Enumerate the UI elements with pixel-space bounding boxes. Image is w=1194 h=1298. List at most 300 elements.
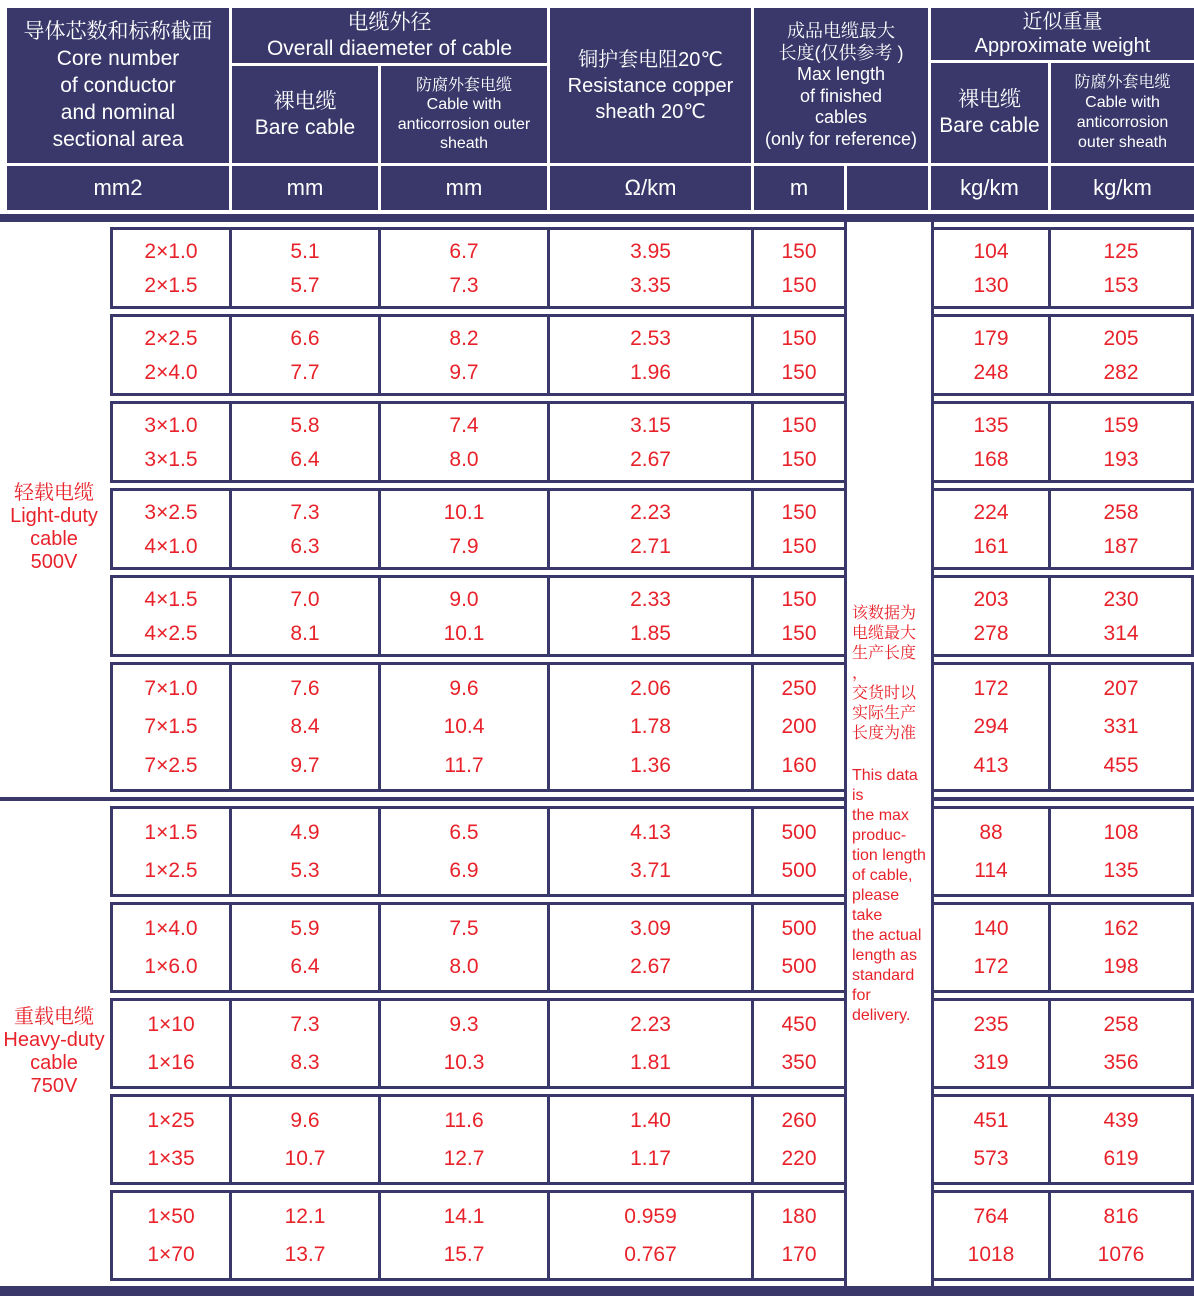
spec-cell — [113, 317, 229, 393]
data-value: 13.7 — [284, 1243, 326, 1267]
data-value: 6.7 — [449, 239, 479, 263]
data-value: 161 — [973, 534, 1009, 558]
data-value: 1.85 — [630, 621, 671, 645]
anticorrosion-subheader-cell — [381, 66, 547, 163]
data-value: 413 — [973, 754, 1009, 778]
left-cell-grid — [110, 488, 847, 570]
anticorrosion-od-cell — [381, 1193, 547, 1278]
weight-anticorrosion-cell — [1051, 905, 1191, 990]
data-value: 135 — [973, 413, 1009, 437]
data-value: 7×1.0 — [144, 676, 198, 700]
text-line: Resistance copper — [567, 74, 734, 97]
weight-cell-grid — [931, 314, 1194, 396]
data-value: 6.9 — [449, 859, 479, 883]
data-value: 15.7 — [443, 1243, 485, 1267]
max-length-cell — [754, 230, 844, 306]
data-value: 3×2.5 — [144, 500, 198, 524]
overall-diameter-subheader-row — [232, 66, 547, 163]
data-value: 8.0 — [449, 955, 479, 979]
data-value: 2.71 — [630, 534, 671, 558]
max-length-cell — [754, 317, 844, 393]
weight-anticorrosion-cell — [1051, 665, 1191, 789]
left-cell-grid — [110, 314, 847, 396]
unit-max-length: m — [754, 166, 844, 210]
max-length-cell — [754, 905, 844, 990]
data-value: 140 — [973, 916, 1009, 940]
bare-od-cell — [232, 905, 378, 990]
text-line: anticorrosion outer — [397, 115, 531, 133]
text-line: Heavy-duty — [3, 1029, 105, 1051]
spec-box-row — [110, 314, 1194, 396]
weight-anticorrosion-cell — [1051, 230, 1191, 306]
group-label-light-duty — [0, 482, 108, 574]
anticorrosion-en — [398, 95, 531, 154]
bare-od-cell — [232, 491, 378, 567]
data-value: 1×4.0 — [144, 916, 198, 940]
data-value: 3.09 — [630, 916, 671, 940]
data-value: 224 — [973, 500, 1009, 524]
bare-od-cell — [232, 404, 378, 480]
data-value: 1076 — [1097, 1243, 1145, 1267]
weight-cell-grid — [931, 662, 1194, 792]
anticorrosion-od-cell — [381, 491, 547, 567]
data-value: 108 — [1103, 820, 1139, 844]
resistance-cell — [550, 1001, 751, 1086]
anticorrosion-od-cell — [381, 905, 547, 990]
anticorrosion-od-cell — [381, 230, 547, 306]
data-value: 170 — [781, 1243, 817, 1267]
spec-box-row — [110, 662, 1194, 792]
data-value: 10.4 — [443, 715, 485, 739]
unit-spec: mm2 — [7, 166, 229, 210]
data-value: 439 — [1103, 1108, 1139, 1132]
anticorrosion-od-cell — [381, 404, 547, 480]
overall-diameter-header-group — [232, 8, 547, 163]
group-label-light-duty-cn: 轻载电缆 — [14, 482, 94, 504]
resistance-cell — [550, 809, 751, 894]
note-column — [844, 222, 934, 1286]
unit-weight-anticorrosion: kg/km — [1051, 166, 1194, 210]
bare-od-cell — [232, 230, 378, 306]
text-line: standard — [852, 967, 915, 984]
data-value: 7.3 — [449, 273, 479, 297]
text-line: (only for reference) — [764, 128, 918, 149]
data-value: 235 — [973, 1012, 1009, 1036]
data-value: 114 — [974, 859, 1008, 883]
data-value: 500 — [781, 955, 817, 979]
data-value: 220 — [781, 1147, 817, 1171]
text-line: sectional area — [52, 128, 184, 151]
text-line: the max — [852, 807, 909, 824]
spec-cell — [113, 230, 229, 306]
data-value: 1×6.0 — [144, 955, 198, 979]
data-value: 2.53 — [630, 326, 671, 350]
anticorrosion-od-cell — [381, 809, 547, 894]
text-line: Light-duty — [10, 505, 98, 527]
weight-anticorrosion-cell — [1051, 491, 1191, 567]
data-value: 1×70 — [147, 1243, 195, 1267]
data-value: 172 — [973, 955, 1009, 979]
data-value: 7.7 — [290, 360, 320, 384]
data-value: 8.4 — [290, 715, 320, 739]
text-line: 电缆最大 — [852, 625, 917, 642]
text-line: delivery. — [852, 1007, 911, 1024]
data-value: 2×1.0 — [144, 239, 198, 263]
data-value: 1×2.5 — [144, 859, 198, 883]
weight-anticorrosion-cell — [1051, 809, 1191, 894]
weight-bare-cell — [934, 491, 1048, 567]
data-value: 8.1 — [290, 621, 320, 645]
data-value: 1.78 — [630, 715, 671, 739]
spec-box-row — [110, 1094, 1194, 1185]
data-value: 172 — [973, 676, 1009, 700]
text-line: This data is — [852, 767, 918, 804]
weight-bare-cell — [934, 1001, 1048, 1086]
data-value: 9.7 — [290, 754, 320, 778]
data-value: 5.3 — [290, 859, 320, 883]
data-value: 198 — [1103, 955, 1139, 979]
data-value: 5.8 — [290, 413, 320, 437]
data-value: 6.6 — [290, 326, 320, 350]
data-value: 4×2.5 — [144, 621, 198, 645]
weight-anticorrosion-cell — [1051, 404, 1191, 480]
weight-cell-grid — [931, 1190, 1194, 1281]
text-line: cable — [30, 528, 78, 550]
bare-od-cell — [232, 317, 378, 393]
text-line: for — [852, 987, 871, 1004]
overall-diameter-cn: 电缆外径 — [347, 10, 432, 34]
data-value: 6.4 — [290, 955, 320, 979]
data-value: 500 — [781, 916, 817, 940]
data-value: 6.3 — [290, 534, 320, 558]
data-value: 2.67 — [630, 955, 671, 979]
data-value: 10.1 — [443, 500, 485, 524]
bare-od-cell — [232, 1097, 378, 1182]
weight-anticorrosion-cell — [1051, 317, 1191, 393]
anticorrosion-od-cell — [381, 1001, 547, 1086]
data-value: 7.4 — [449, 413, 479, 437]
weight-cell-grid — [931, 806, 1194, 897]
weight-cell-grid — [931, 1094, 1194, 1185]
max-length-cn — [779, 21, 904, 64]
unit-bare-od: mm — [232, 166, 378, 210]
text-line: please take — [852, 887, 900, 924]
data-value: 150 — [781, 447, 817, 471]
weight-bare-cn: 裸电缆 — [958, 88, 1021, 111]
text-line: Max length — [796, 64, 886, 84]
data-value: 11.6 — [444, 1108, 484, 1132]
data-value: 153 — [1103, 273, 1139, 297]
spec-box-row — [110, 227, 1194, 309]
data-value: 2.23 — [630, 1012, 671, 1036]
data-value: 356 — [1103, 1051, 1139, 1075]
data-value: 3×1.0 — [144, 413, 198, 437]
anticorrosion-od-cell — [381, 578, 547, 654]
anticorrosion-cn: 防腐外套电缆 — [415, 76, 512, 94]
approximate-weight-en: Approximate weight — [974, 35, 1151, 57]
left-cell-grid — [110, 575, 847, 657]
max-length-header-cell — [754, 8, 928, 163]
data-value: 8.3 — [290, 1051, 320, 1075]
data-value: 130 — [973, 273, 1009, 297]
resistance-cell — [550, 665, 751, 789]
bare-od-cell — [232, 665, 378, 789]
text-line: tion length — [852, 847, 926, 864]
weight-bare-cell — [934, 404, 1048, 480]
spec-box-row — [110, 998, 1194, 1089]
anticorrosion-od-cell — [381, 665, 547, 789]
data-value: 150 — [781, 273, 817, 297]
data-value: 7.6 — [290, 676, 320, 700]
data-value: 3.71 — [630, 859, 671, 883]
group-label-light-duty-en — [0, 505, 108, 574]
text-line: of finished — [799, 85, 883, 106]
data-value: 455 — [1103, 754, 1139, 778]
overall-diameter-header-cell — [232, 8, 547, 63]
weight-anticorrosion-cn: 防腐外套电缆 — [1074, 74, 1171, 91]
data-value: 150 — [781, 239, 817, 263]
data-value: 3.35 — [630, 273, 671, 297]
spec-header-cell — [7, 8, 229, 163]
data-value: 5.9 — [290, 916, 320, 940]
weight-cell-grid — [931, 401, 1194, 483]
spec-cell — [113, 1193, 229, 1278]
weight-cell-grid — [931, 575, 1194, 657]
data-value: 331 — [1103, 715, 1139, 739]
data-value: 6.4 — [290, 447, 320, 471]
weight-bare-cell — [934, 1193, 1048, 1278]
max-length-cell — [754, 1001, 844, 1086]
data-value: 10.1 — [443, 621, 485, 645]
data-value: 816 — [1103, 1204, 1139, 1228]
data-value: 294 — [973, 715, 1009, 739]
spec-cell — [113, 404, 229, 480]
resistance-cell — [550, 578, 751, 654]
data-value: 230 — [1103, 587, 1139, 611]
left-cell-grid — [110, 401, 847, 483]
text-line: 长度为准 — [852, 725, 917, 742]
bare-od-cell — [232, 1193, 378, 1278]
data-value: 1×16 — [147, 1051, 195, 1075]
data-value: 1×25 — [147, 1108, 195, 1132]
data-value: 573 — [973, 1147, 1009, 1171]
data-value: 14.1 — [443, 1204, 485, 1228]
resistance-cell — [550, 404, 751, 480]
weight-anticorrosion-cell — [1051, 1097, 1191, 1182]
data-value: 125 — [1103, 239, 1139, 263]
data-value: 7.0 — [290, 587, 320, 611]
text-line: anticorrosion — [1076, 114, 1169, 131]
left-cell-grid — [110, 227, 847, 309]
data-value: 203 — [973, 587, 1009, 611]
data-boxes — [0, 222, 1194, 1286]
spec-box-row — [110, 806, 1194, 897]
data-value: 205 — [1103, 326, 1139, 350]
weight-bare-en: Bare cable — [939, 114, 1040, 137]
bare-od-cell — [232, 809, 378, 894]
group-label-heavy-duty-cn: 重载电缆 — [14, 1006, 94, 1028]
spec-box-row — [110, 1190, 1194, 1281]
data-value: 314 — [1103, 621, 1139, 645]
data-value: 10.3 — [443, 1051, 485, 1075]
spec-cell — [113, 491, 229, 567]
text-line: sheath 20℃ — [595, 100, 706, 123]
data-value: 451 — [973, 1108, 1009, 1132]
weight-bare-cell — [934, 905, 1048, 990]
data-value: 179 — [973, 326, 1009, 350]
text-line: Cable with — [426, 96, 502, 113]
data-value: 104 — [973, 239, 1009, 263]
data-value: 1.96 — [630, 360, 671, 384]
text-line: 该数据为 — [852, 605, 917, 622]
bare-od-cell — [232, 578, 378, 654]
note-text-cn — [852, 604, 929, 744]
data-value: 2.06 — [630, 676, 671, 700]
approximate-weight-subheader-row — [931, 63, 1194, 163]
data-value: 260 — [781, 1108, 817, 1132]
bare-od-cell — [232, 1001, 378, 1086]
spec-box-row — [110, 902, 1194, 993]
weight-bare-cell — [934, 578, 1048, 654]
overall-diameter-en: Overall diaemeter of cable — [266, 36, 513, 60]
group-label-heavy-duty-en — [0, 1029, 108, 1098]
left-cell-grid — [110, 806, 847, 897]
bare-cable-subheader-cell — [232, 66, 378, 163]
data-value: 5.1 — [290, 239, 320, 263]
data-value: 159 — [1103, 413, 1139, 437]
unit-resistance: Ω/km — [550, 166, 751, 210]
text-line: produc- — [852, 827, 907, 844]
weight-bare-cell — [934, 317, 1048, 393]
data-value: 2.23 — [630, 500, 671, 524]
units-row — [7, 166, 1194, 210]
body-top-rule — [0, 214, 1194, 222]
approximate-weight-cn: 近似重量 — [1022, 11, 1103, 33]
max-length-cell — [754, 809, 844, 894]
data-value: 7×2.5 — [144, 754, 198, 778]
max-length-cell — [754, 491, 844, 567]
bottom-rule — [0, 1286, 1194, 1296]
data-value: 2.33 — [630, 587, 671, 611]
data-value: 4.9 — [290, 820, 320, 844]
text-line: 500V — [30, 551, 78, 573]
left-cell-grid — [110, 902, 847, 993]
data-value: 4×1.0 — [144, 534, 198, 558]
table-header — [7, 8, 1194, 163]
weight-anticorrosion-en — [1077, 93, 1169, 153]
data-value: 1.36 — [630, 754, 671, 778]
max-length-cell — [754, 578, 844, 654]
resistance-cell — [550, 905, 751, 990]
data-value: 319 — [973, 1051, 1009, 1075]
approximate-weight-header-cell — [931, 8, 1194, 60]
weight-bare-subheader-cell — [931, 63, 1048, 163]
text-line: of cable, — [852, 867, 913, 884]
text-line: the actual — [852, 927, 922, 944]
spec-cell — [113, 578, 229, 654]
table-body — [0, 222, 1194, 1286]
bare-cable-en: Bare cable — [254, 115, 356, 139]
data-value: 6.5 — [449, 820, 479, 844]
group-label-heavy-duty — [0, 1006, 108, 1098]
data-value: 619 — [1103, 1147, 1139, 1171]
unit-weight-bare: kg/km — [931, 166, 1048, 210]
data-value: 350 — [781, 1051, 817, 1075]
resistance-cell — [550, 1097, 751, 1182]
note-text-gap — [852, 744, 929, 766]
data-value: 1.17 — [630, 1147, 671, 1171]
data-value: 278 — [973, 621, 1009, 645]
data-value: 193 — [1103, 447, 1139, 471]
data-value: 2×4.0 — [144, 360, 198, 384]
data-value: 168 — [973, 447, 1009, 471]
data-value: 1×1.5 — [144, 820, 198, 844]
data-value: 2.67 — [630, 447, 671, 471]
left-cell-grid — [110, 1094, 847, 1185]
data-value: 9.6 — [449, 676, 479, 700]
text-line: outer sheath — [1078, 134, 1167, 151]
data-value: 0.959 — [624, 1204, 677, 1228]
data-value: 150 — [781, 326, 817, 350]
data-value: 7.9 — [449, 534, 479, 558]
data-value: 3.15 — [630, 413, 671, 437]
left-cell-grid — [110, 1190, 847, 1281]
text-line: Core number — [56, 47, 180, 70]
text-line: cable — [30, 1052, 78, 1074]
data-value: 8.0 — [449, 447, 479, 471]
data-value: 250 — [781, 676, 817, 700]
data-value: 450 — [781, 1012, 817, 1036]
weight-bare-cell — [934, 230, 1048, 306]
resistance-cell — [550, 317, 751, 393]
spec-box-row — [110, 575, 1194, 657]
data-value: 150 — [781, 587, 817, 611]
data-value: 2×2.5 — [144, 326, 198, 350]
spec-header-cn: 导体芯数和标称截面 — [23, 20, 213, 43]
resistance-header-cell — [550, 8, 751, 163]
bare-cable-cn: 裸电缆 — [273, 89, 337, 113]
weight-cell-grid — [931, 998, 1194, 1089]
data-value: 1018 — [967, 1243, 1015, 1267]
text-line: 750V — [30, 1075, 78, 1097]
weight-cell-grid — [931, 488, 1194, 570]
data-value: 258 — [1103, 500, 1139, 524]
weight-anticorrosion-subheader-cell — [1051, 63, 1194, 163]
spec-header-en — [53, 45, 184, 153]
spec-cell — [113, 1097, 229, 1182]
data-value: 282 — [1103, 360, 1139, 384]
data-value: 150 — [781, 534, 817, 558]
text-line: 成品电缆最大 — [787, 21, 895, 41]
data-value: 180 — [781, 1204, 817, 1228]
data-value: 162 — [1103, 916, 1139, 940]
data-value: 4×1.5 — [144, 587, 198, 611]
approximate-weight-header-group — [931, 8, 1194, 163]
data-value: 187 — [1103, 534, 1139, 558]
note-text — [847, 604, 931, 1026]
data-value: 7.3 — [290, 1012, 320, 1036]
data-value: 258 — [1103, 1012, 1139, 1036]
data-value: 150 — [781, 413, 817, 437]
data-value: 10.7 — [284, 1147, 326, 1171]
data-value: 12.1 — [284, 1204, 326, 1228]
data-value: 1×10 — [147, 1012, 195, 1036]
data-value: 1×50 — [147, 1204, 195, 1228]
text-line: 交货时以 — [852, 685, 917, 702]
anticorrosion-od-cell — [381, 1097, 547, 1182]
data-value: 7×1.5 — [144, 715, 198, 739]
weight-bare-cell — [934, 665, 1048, 789]
